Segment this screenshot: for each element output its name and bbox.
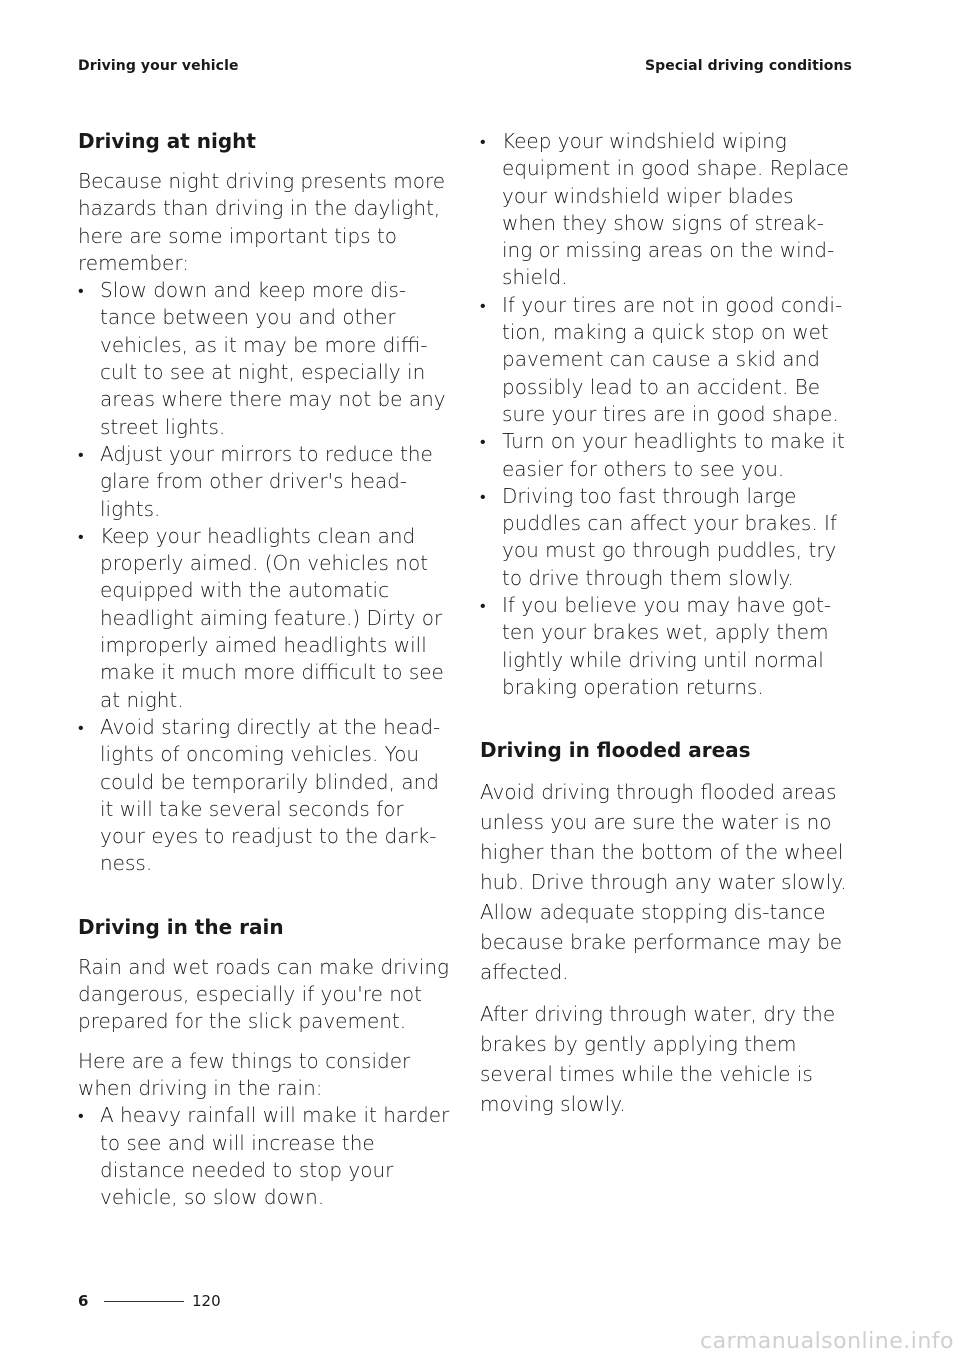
header-section: Driving your vehicle <box>78 58 239 74</box>
watermark: carmanualsonline.info <box>700 1329 954 1354</box>
night-intro: Because night driving presents more hazards than driving in the daylight, here are some important tips to remember: <box>78 169 446 275</box>
list-item: • If you believe you may have got-ten your brakes wet, apply them lightly while driving until normal braking operation returns. <box>480 592 852 701</box>
list-item: • Slow down and keep more dis-tance between you and other vehicles, as it may be more diffi-cult to see at night, especially in areas where there may not be any street lights. <box>78 277 450 441</box>
list-item: • Adjust your mirrors to reduce the glare from other driver's head-lights. <box>78 441 450 523</box>
header-subsection: Special driving conditions <box>644 58 852 74</box>
night-bullets <box>78 277 450 878</box>
rain-bullets-right <box>480 128 852 701</box>
page-header <box>78 58 852 74</box>
rain-paragraph-2: Here are a few things to consider when driving in the rain: <box>78 1048 411 1100</box>
list-item: • Keep your windshield wiping equipment in good shape. Replace your windshield wiper blades when they show signs of streak-ing or missing areas on the wind-shield. <box>480 128 852 292</box>
footer-divider <box>104 1301 184 1302</box>
page-footer <box>78 1292 221 1310</box>
list-item: • A heavy rainfall will make it harder to see and will increase the distance needed to stop your vehicle, so slow down. <box>78 1102 450 1211</box>
list-item: • Turn on your headlights to make it easier for others to see you. <box>480 428 852 483</box>
chapter-number: 6 <box>78 1292 89 1310</box>
page-number: 120 <box>192 1292 221 1310</box>
flooded-heading: Driving in flooded areas <box>480 738 751 763</box>
flooded-paragraph-1: Avoid driving through flooded areas unless you are sure the water is no higher than the bottom of the wheel hub. Drive through any water slowly. Allow adequate stopping dis-tance because brake performance may be affected. <box>480 780 847 985</box>
rain-paragraph-1: Rain and wet roads can make driving dangerous, especially if you're not prepared for the slick pavement. <box>78 954 449 1034</box>
night-heading: Driving at night <box>78 129 256 153</box>
right-column <box>480 128 852 1119</box>
list-item: • If your tires are not in good condi-tion, making a quick stop on wet pavement can cause a skid and possibly lead to an accident. Be sure your tires are in good shape. <box>480 292 852 428</box>
left-column <box>78 128 450 1211</box>
rain-bullets-left <box>78 1102 450 1211</box>
list-item: • Driving too fast through large puddles can affect your brakes. If you must go through puddles, try to drive through them slowly. <box>480 483 852 592</box>
list-item: • Avoid staring directly at the head-lights of oncoming vehicles. You could be temporarily blinded, and it will take several seconds for your eyes to readjust to the dark-ness. <box>78 714 450 878</box>
rain-heading: Driving in the rain <box>78 914 284 939</box>
flooded-paragraph-2: After driving through water, dry the brakes by gently applying them several times while the vehicle is moving slowly. <box>480 1002 836 1117</box>
list-item: • Keep your headlights clean and properly aimed. (On vehicles not equipped with the automatic headlight aiming feature.) Dirty or improperly aimed headlights will make it much more difficult to see at night. <box>78 523 450 714</box>
